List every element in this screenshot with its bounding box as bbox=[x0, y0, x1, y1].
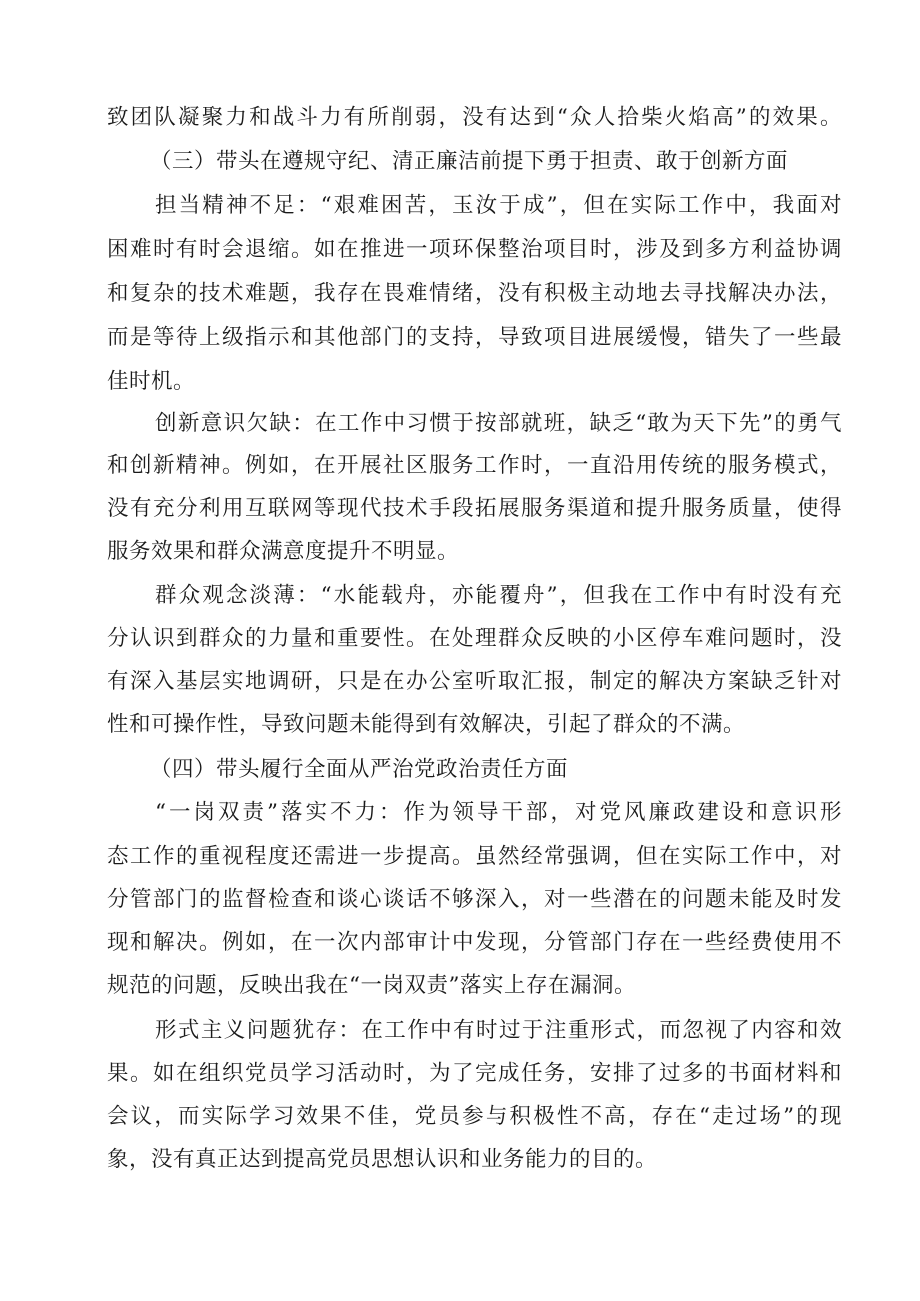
paragraph-line: 没有充分利用互联网等现代技术手段拓展服务渠道和提升服务质量，使得 bbox=[107, 496, 842, 521]
paragraph-line: “一岗双责”落实不力：作为领导干部，对党风廉政建设和意识形 bbox=[155, 800, 842, 825]
paragraph-line: 而是等待上级指示和其他部门的支持，导致项目进展缓慢，错失了一些最 bbox=[107, 325, 842, 350]
paragraph-line: 创新意识欠缺：在工作中习惯于按部就班，缺乏“敢为天下先”的勇气 bbox=[155, 411, 842, 436]
paragraph-line: 现和解决。例如，在一次内部审计中发现，分管部门存在一些经费使用不 bbox=[107, 930, 842, 955]
paragraph-line: 形式主义问题犹存：在工作中有时过于注重形式，而忽视了内容和效 bbox=[155, 1018, 842, 1043]
paragraph-line: 佳时机。 bbox=[107, 369, 196, 394]
paragraph-line: 群众观念淡薄：“水能载舟，亦能覆舟”，但我在工作中有时没有充 bbox=[155, 583, 842, 608]
paragraph-line: 果。如在组织党员学习活动时，为了完成任务，安排了过多的书面材料和 bbox=[107, 1061, 842, 1086]
paragraph-line: 象，没有真正达到提高党员思想认识和业务能力的目的。 bbox=[107, 1147, 658, 1172]
paragraph-line: 有深入基层实地调研，只是在办公室听取汇报，制定的解决方案缺乏针对 bbox=[107, 669, 842, 694]
paragraph-line: 态工作的重视程度还需进一步提高。虽然经常强调，但在实际工作中，对 bbox=[107, 844, 842, 869]
paragraph-line: 困难时有时会退缩。如在推进一项环保整治项目时，涉及到多方利益协调 bbox=[107, 237, 842, 262]
section-heading: （四）带头履行全面从严治党政治责任方面 bbox=[150, 757, 569, 782]
section-heading: （三）带头在遵规守纪、清正廉洁前提下勇于担责、敢于创新方面 bbox=[150, 149, 789, 174]
paragraph-line: 规范的问题，反映出我在“一岗双责”落实上存在漏洞。 bbox=[107, 973, 636, 998]
paragraph-line: 分管部门的监督检查和谈心谈话不够深入，对一些潜在的问题未能及时发 bbox=[107, 887, 842, 912]
paragraph-line: 担当精神不足：“艰难困苦，玉汝于成”，但在实际工作中，我面对 bbox=[155, 193, 842, 218]
paragraph-line: 性和可操作性，导致问题未能得到有效解决，引起了群众的不满。 bbox=[107, 712, 746, 737]
paragraph-line: 分认识到群众的力量和重要性。在处理群众反映的小区停车难问题时，没 bbox=[107, 626, 842, 651]
paragraph-line: 致团队凝聚力和战斗力有所削弱，没有达到“众人拾柴火焰高”的效果。 bbox=[107, 105, 842, 130]
paragraph-line: 和复杂的技术难题，我存在畏难情绪，没有积极主动地去寻找解决办法， bbox=[107, 281, 842, 306]
paragraph-line: 和创新精神。例如，在开展社区服务工作时，一直沿用传统的服务模式， bbox=[107, 453, 842, 478]
paragraph-line: 服务效果和群众满意度提升不明显。 bbox=[107, 539, 460, 564]
paragraph-line: 会议，而实际学习效果不佳，党员参与积极性不高，存在“走过场”的现 bbox=[107, 1104, 842, 1129]
